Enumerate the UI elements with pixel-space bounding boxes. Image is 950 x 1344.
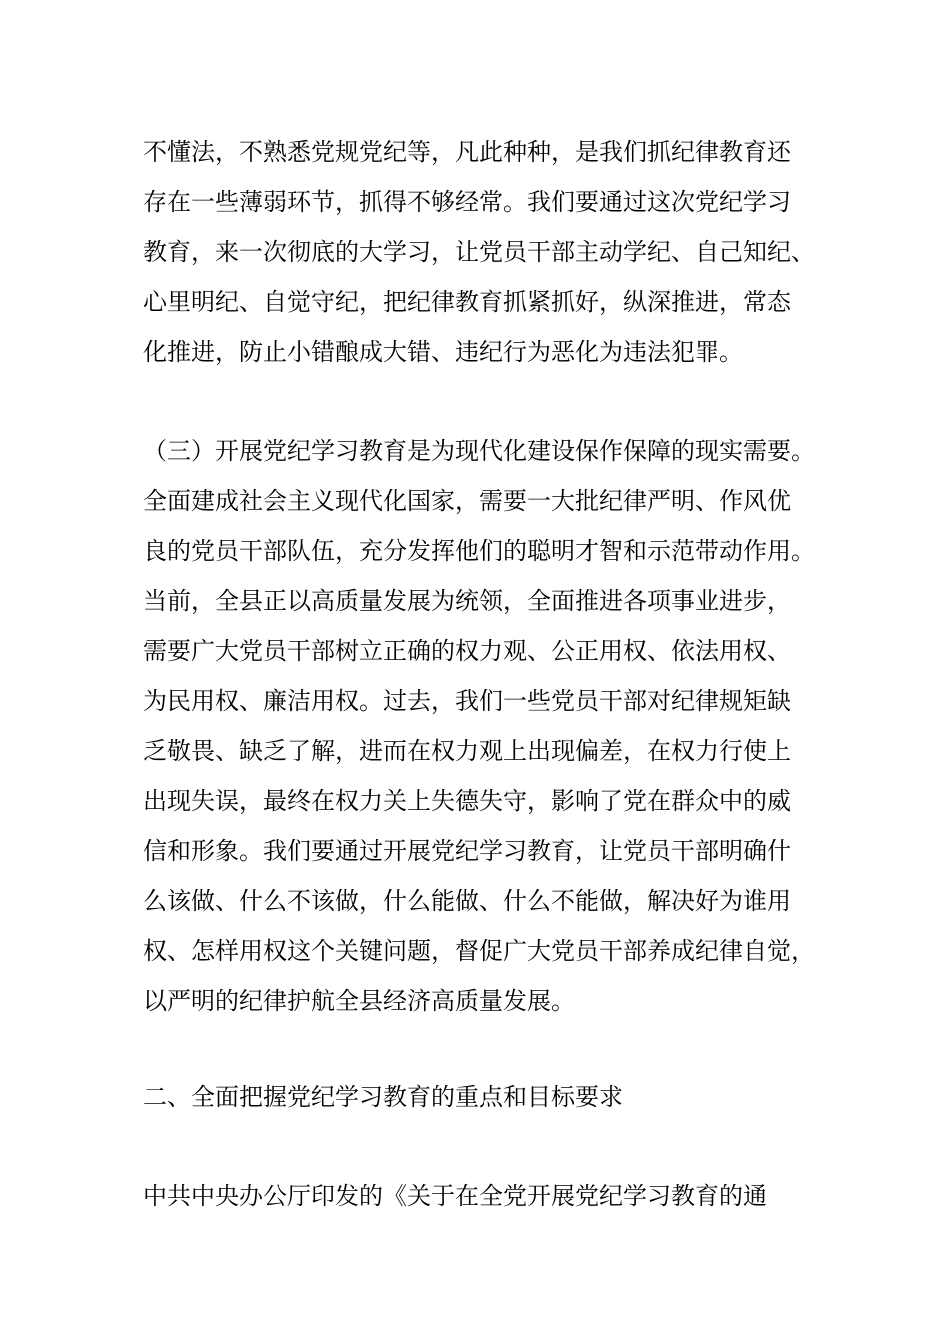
text-line: 么该做、什么不该做，什么能做、什么不能做，解决好为谁用 — [143, 887, 791, 915]
text-line: （三）开展党纪学习教育是为现代化建设保作保障的现实需要。 — [143, 437, 815, 465]
text-line: 不懂法，不熟悉党规党纪等，凡此种种，是我们抓纪律教育还 — [143, 138, 791, 166]
text-line: 中共中央办公厅印发的《关于在全党开展党纪学习教育的通 — [143, 1182, 767, 1210]
text-line: 以严明的纪律护航全县经济高质量发展。 — [143, 987, 575, 1015]
paragraph-discipline-weakness — [143, 127, 833, 377]
text-line: 全面建成社会主义现代化国家，需要一大批纪律严明、作风优 — [143, 487, 791, 515]
text-line: 教育，来一次彻底的大学习，让党员干部主动学纪、自己知纪、 — [143, 238, 815, 266]
text-line: 需要广大党员干部树立正确的权力观、公正用权、依法用权、 — [143, 637, 791, 665]
text-line: 存在一些薄弱环节，抓得不够经常。我们要通过这次党纪学习 — [143, 188, 791, 216]
text-line: 乏敬畏、缺乏了解，进而在权力观上出现偏差，在权力行使上 — [143, 737, 791, 765]
text-line: 心里明纪、自觉守纪，把纪律教育抓紧抓好，纵深推进，常态 — [143, 288, 791, 316]
text-line: 为民用权、廉洁用权。过去，我们一些党员干部对纪律规矩缺 — [143, 687, 791, 715]
section-heading — [143, 1072, 833, 1122]
text-line: 出现失误，最终在权力关上失德失守，影响了党在群众中的威 — [143, 787, 791, 815]
paragraph-section-three — [143, 426, 833, 1026]
paragraph-notice-intro — [143, 1171, 833, 1221]
heading-line: 二、全面把握党纪学习教育的重点和目标要求 — [143, 1083, 623, 1111]
text-line: 信和形象。我们要通过开展党纪学习教育，让党员干部明确什 — [143, 837, 791, 865]
text-line: 化推进，防止小错酿成大错、违纪行为恶化为违法犯罪。 — [143, 338, 743, 366]
text-line: 良的党员干部队伍，充分发挥他们的聪明才智和示范带动作用。 — [143, 537, 815, 565]
text-line: 权、怎样用权这个关键问题，督促广大党员干部养成纪律自觉， — [143, 937, 815, 965]
text-line: 当前，全县正以高质量发展为统领，全面推进各项事业进步， — [143, 587, 791, 615]
